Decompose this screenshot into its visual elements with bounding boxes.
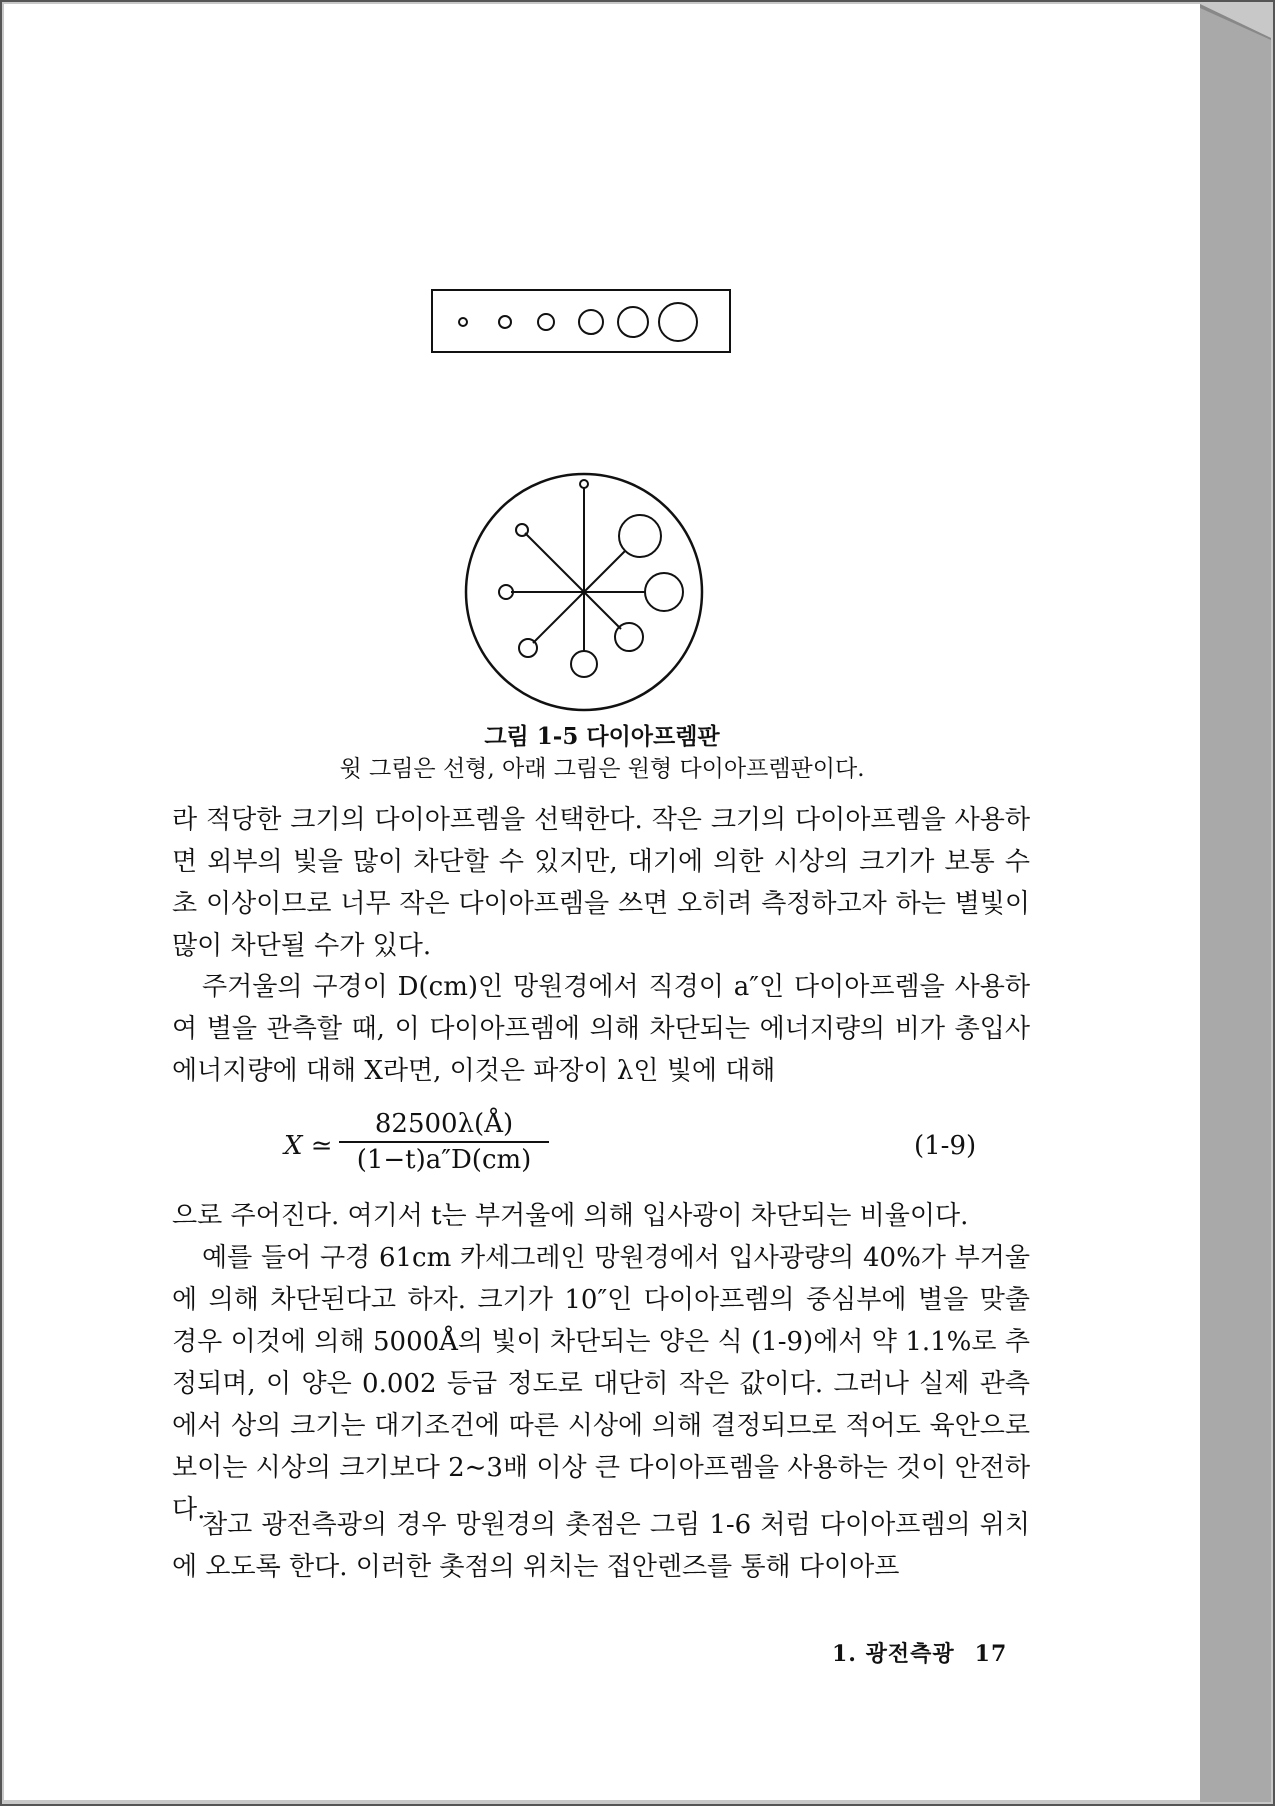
- hole-1: [459, 318, 467, 326]
- hole-ne: [619, 515, 661, 557]
- equation-fraction: [339, 1109, 549, 1175]
- figure-caption-subtitle: 윗 그림은 선형, 아래 그림은 원형 다이아프렘판이다.: [339, 756, 865, 782]
- page-number: 17: [974, 1641, 1008, 1667]
- hole-se: [615, 623, 643, 651]
- figure-caption-title: 그림 1-5 다이아프렘판: [484, 723, 720, 750]
- linear-diaphragm-plate: [431, 289, 731, 353]
- equation-lhs: X ≃: [284, 1131, 333, 1161]
- linear-diaphragm-holes: [433, 291, 729, 351]
- hole-4: [579, 310, 603, 334]
- hole-e: [645, 573, 683, 611]
- book-page: [4, 4, 1200, 1800]
- equation-number: (1-9): [914, 1131, 977, 1161]
- hole-3: [538, 314, 554, 330]
- paragraph-4: 예를 들어 구경 61cm 카세그레인 망원경에서 입사광량의 40%가 부거울에 의해 차단된다고 하자. 크기가 10″인 다이아프렘의 중심부에 별을 맞출 경우 이것에 의해 5000Å의 빛이 차단되는 양은 식 (1-9)에서 약 1.1%로 추정되며, 이 양은 0.002 등급 정도로 대단히 작은 값이다. 그러나 실제 관측에서 상의 크기는 대기조건에 따른 시상에 의해 결정되므로 적어도 육안으로 보이는 시상의 크기보다 2∼3배 이상 큰 다이아프렘을 사용하는 것이 안전하다.: [172, 1243, 1030, 1525]
- footer-section: 1. 광전측광: [832, 1641, 955, 1667]
- paragraph-5: 참고 광전측광의 경우 망원경의 촛점은 그림 1-6 처럼 다이아프렘의 위치에 오도록 한다. 이러한 촛점의 위치는 접안렌즈를 통해 다이아프: [172, 1510, 1030, 1582]
- paragraph-2: 주거울의 구경이 D(cm)인 망원경에서 직경이 a″인 다이아프렘을 사용하여 별을 관측할 때, 이 다이아프렘에 의해 차단되는 에너지량의 비가 총입사에너지량에 대해 X라면, 이것은 파장이 λ인 빛에 대해: [172, 972, 1030, 1086]
- equation-denominator: (1−t)a″D(cm): [356, 1145, 532, 1175]
- equation-numerator: 82500λ(Å): [339, 1109, 549, 1143]
- paragraph-3: 으로 주어진다. 여기서 t는 부거울에 의해 입사광이 차단되는 비율이다.: [172, 1201, 969, 1231]
- hole-6: [659, 303, 697, 341]
- hole-s: [571, 651, 597, 677]
- hole-sw: [519, 639, 537, 657]
- hole-n: [580, 480, 588, 488]
- running-footer: [832, 1637, 1007, 1668]
- circular-diaphragm-plate: [464, 472, 704, 712]
- hole-w: [499, 585, 513, 599]
- hole-5: [618, 307, 648, 337]
- hole-nw: [516, 524, 528, 536]
- paragraph-1: 라 적당한 크기의 다이아프렘을 선택한다. 작은 크기의 다이아프렘을 사용하면 외부의 빛을 많이 차단할 수 있지만, 대기에 의한 시상의 크기가 보통 수초 이상이므로 너무 작은 다이아프렘을 쓰면 오히려 측정하고자 하는 별빛이 많이 차단될 수가 있다.: [172, 805, 1030, 961]
- hole-2: [499, 316, 511, 328]
